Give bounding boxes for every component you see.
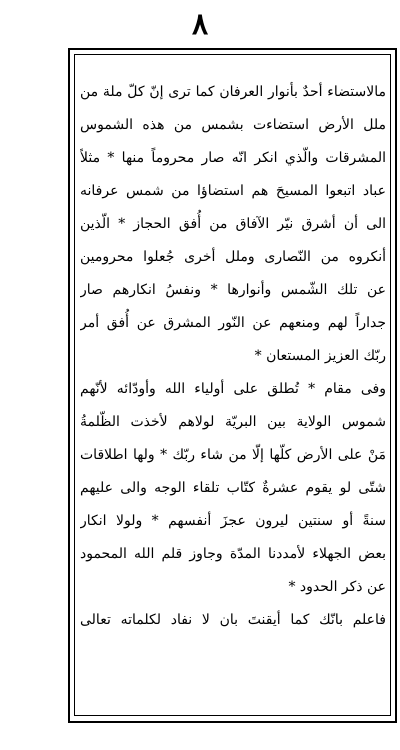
text-line: شتّى لو يقوم عشرةٌ كتّاب تلقاء الوجه والى عليهم: [80, 480, 386, 496]
text-line: المشرقات والّذي انكر انّه صار محروماً منها * مثلاً: [80, 150, 386, 166]
text-line: ربّك العزيز المستعان *: [254, 348, 386, 364]
text-line: سنةً أو سنتين ليرون عجزَ أنفسهم * ولولا انكار: [80, 513, 386, 529]
text-line: جداراً لهم ومنعهم عن النّور المشرق عن أُفق أمر: [80, 315, 386, 331]
text-line: مالاستضاء أحدٌ بأنوار العرفان كما ترى إنّ كلّ ملة من: [80, 84, 386, 100]
text-line: شموس الولاية بين البريّة لولاهم لأخذت الظّلمةُ: [80, 414, 386, 430]
text-line: عن تلك الشّمس وأنوارها * ونفسُ انكارهم صار: [80, 282, 386, 298]
text-line: فاعلم بانّك كما أيقنتَ بان لا نفاد لكلماته تعالى: [80, 612, 386, 628]
page-number: ٨: [191, 7, 209, 42]
text-line: مَنْ على الأرض كلّها إلّا من شاء ربّك * ولها اطلاقات: [80, 447, 386, 463]
text-line: ملل الأرض استضاءت بشمس من هذه الشموس: [80, 117, 386, 133]
text-line: الى أن أشرق نيّر الآفاق من أُفق الحجاز * الّذين: [80, 216, 386, 232]
text-line: أنكروه من النّصارى وملل أخرى جُعلوا محرومين: [80, 249, 386, 265]
text-line: عباد اتبعوا المسيحَ هم استضاؤا من شمس عرفانه: [80, 183, 386, 199]
text-line: وفى مقام * تُطلق على أولياء الله وأودّائه لأنّهم: [80, 381, 386, 397]
body-text: [80, 76, 386, 637]
text-line: بعض الجهلاء لأمددنا المدّة وجاوز قلم الله المحمود: [80, 546, 386, 562]
text-line: عن ذكر الحدود *: [288, 579, 386, 595]
